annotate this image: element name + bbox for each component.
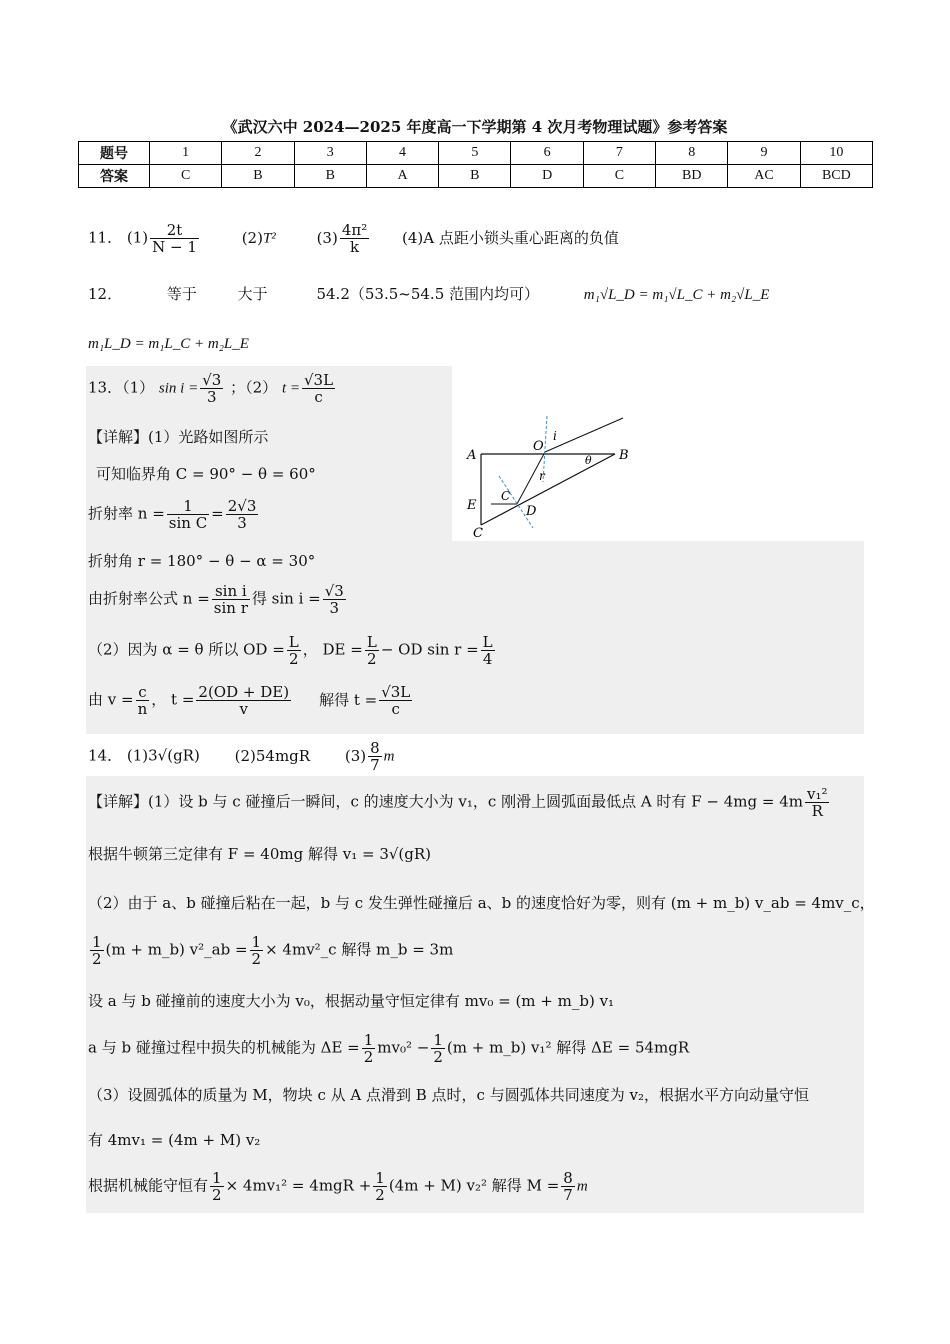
frac <box>226 498 259 531</box>
frac-num: 2(OD + DE) <box>198 683 290 701</box>
frac-num: 1 <box>212 1169 222 1187</box>
frac <box>250 934 264 967</box>
frac-den: N − 1 <box>152 238 197 256</box>
q11-frac3 <box>340 222 369 255</box>
frac-den: n <box>137 700 148 718</box>
q11-p3: (3) <box>316 228 338 247</box>
q13-ans2-pre: t = <box>281 380 300 397</box>
q12-line <box>88 283 769 304</box>
q14-d3: （2）由于 a、b 碰撞后粘在一起，b 与 c 发生弹性碰撞后 a、b 的速度恰好为零，则有 (m + m_b) v_ab = 4mv_c， <box>88 894 875 912</box>
frac-num: 1 <box>433 1031 443 1049</box>
table-cell: D <box>511 165 583 188</box>
q13-label: 13．（1） <box>88 378 155 397</box>
label-theta: θ <box>585 454 592 467</box>
frac <box>212 583 250 616</box>
frac <box>365 634 379 667</box>
q12-label: 12． <box>88 285 123 303</box>
answer-table <box>78 141 873 188</box>
frac-num: 1 <box>363 1031 374 1049</box>
q12-a4: m₁√L_D = m₁√L_C + m₂√L_E <box>583 287 770 303</box>
q13-l2-pre: 折射率 n = <box>88 504 165 523</box>
frac-den: 7 <box>370 756 380 774</box>
frac-den: 2 <box>251 950 262 968</box>
frac-den: 2 <box>367 650 377 668</box>
q14-d6 <box>88 1032 689 1065</box>
table-cell: BD <box>656 165 728 188</box>
frac-den: 2 <box>288 650 299 668</box>
frac <box>481 634 495 667</box>
frac-num: sin i <box>212 583 250 600</box>
q13-l6-mid2: 解得 t = <box>319 690 378 709</box>
table-cell: 9 <box>728 142 800 165</box>
q12-a5: m₁L_D = m₁L_C + m₂L_E <box>88 336 249 352</box>
table-header-number: 题号 <box>79 142 150 165</box>
frac-den: 2 <box>92 950 102 968</box>
frac <box>431 1032 445 1065</box>
table-cell: C <box>150 165 222 188</box>
q12-a1: 等于 <box>166 285 197 303</box>
table-cell: B <box>294 165 366 188</box>
frac-num: √3L <box>381 683 411 701</box>
table-cell: 8 <box>656 142 728 165</box>
label-c: C <box>473 526 483 541</box>
q14-d2: 根据牛顿第三定律有 F = 40mg 解得 v₁ = 3√(gR) <box>88 845 432 863</box>
frac-num: √3L <box>303 371 334 389</box>
q14-d7: （3）设圆弧体的质量为 M，物块 c 从 A 点滑到 B 点时，c 与圆弧体共同速度为 v₂，根据水平方向动量守恒 <box>88 1086 809 1104</box>
frac-num: 8 <box>370 739 380 757</box>
q13-ans2-frac <box>302 372 335 405</box>
q11-label: 11． <box>88 228 123 247</box>
table-cell: B <box>222 165 294 188</box>
table-header-answer: 答案 <box>79 165 150 188</box>
q13-l4 <box>88 583 348 616</box>
q13-l3: 折射角 r = 180° − θ − α = 30° <box>88 552 316 570</box>
table-row-numbers <box>79 142 873 165</box>
q12-line2 <box>88 334 249 353</box>
frac-num: √3 <box>324 582 344 600</box>
frac-den: v <box>239 700 248 718</box>
q13-l5-mid: ， DE = <box>302 640 363 659</box>
table-cell: 5 <box>439 142 511 165</box>
frac-num: 1 <box>92 933 102 951</box>
frac-num: 1 <box>167 498 209 515</box>
frac-den: 7 <box>563 1186 573 1204</box>
frac-num: 8 <box>563 1169 573 1187</box>
frac-den: c <box>314 388 323 406</box>
q14-d4-post: × 4mv²_c 解得 m_b = 3m <box>265 940 454 959</box>
frac <box>561 1170 575 1203</box>
frac-num: 2√3 <box>227 497 257 515</box>
q11-line <box>88 222 619 255</box>
frac <box>90 934 104 967</box>
optics-diagram <box>455 412 655 542</box>
frac-num: c <box>136 684 150 701</box>
q11-p4: (4)A 点距小锁头重心距离的负值 <box>402 228 619 247</box>
q14-d6-mid: mv₀² − <box>377 1038 430 1057</box>
frac-num: L <box>366 633 377 651</box>
frac-den: sin r <box>213 599 248 617</box>
q13-l4-mid: 得 sin i = <box>251 589 321 608</box>
q13-l6-pre: 由 v = <box>88 690 134 709</box>
q13-l5-pre: （2）因为 α = θ 所以 OD = <box>88 640 285 659</box>
label-a: A <box>467 448 477 463</box>
q11-p2-expr: T² <box>262 230 276 247</box>
q14-d1 <box>88 786 831 819</box>
frac-num: 1 <box>375 1169 385 1187</box>
q14-d6-pre: a 与 b 碰撞过程中损失的机械能为 ΔE = <box>88 1038 360 1057</box>
q13-l6-mid: ， t = <box>151 690 195 709</box>
frac-num: √3 <box>202 371 222 389</box>
q13-ans1-pre: sin i = <box>158 380 199 397</box>
frac <box>379 684 412 717</box>
table-cell: 4 <box>366 142 438 165</box>
frac <box>362 1032 376 1065</box>
q14-d8: 有 4mv₁ = (4m + M) v₂ <box>88 1131 261 1149</box>
q13-detail: 【详解】(1）光路如图所示 <box>88 428 269 446</box>
q14-d4-mid: (m + m_b) v²_ab = <box>105 940 248 959</box>
q12-a2: 大于 <box>237 285 268 303</box>
q12-a3: 54.2（53.5~54.5 范围内均可） <box>316 285 540 303</box>
q13-l1: 可知临界角 C = 90° − θ = 60° <box>96 465 316 483</box>
table-cell: 6 <box>511 142 583 165</box>
label-e: E <box>467 498 477 513</box>
frac-den: k <box>349 238 360 256</box>
label-b: B <box>619 448 629 463</box>
frac-den: 2 <box>375 1186 385 1204</box>
frac-den: 2 <box>363 1048 374 1066</box>
frac-den: 2 <box>212 1186 222 1204</box>
page-title: 《武汉六中 2024—2025 年度高一下学期第 4 次月考物理试题》参考答案 <box>222 118 728 136</box>
label-c-angle: C <box>501 489 511 503</box>
frac-num: 2t <box>150 222 199 239</box>
table-cell: 7 <box>583 142 655 165</box>
frac <box>210 1170 224 1203</box>
q14-d9 <box>88 1170 588 1203</box>
frac-den: 3 <box>329 599 340 617</box>
frac <box>368 740 382 773</box>
table-cell: 1 <box>150 142 222 165</box>
frac-den: 3 <box>237 514 247 532</box>
q13-line1 <box>88 372 337 405</box>
frac <box>287 634 301 667</box>
q14-d9-post: (4m + M) v₂² 解得 M = <box>388 1176 560 1195</box>
q14-d1-pre: 【详解】(1）设 b 与 c 碰撞后一瞬间，c 的速度大小为 v₁，c 刚滑上圆弧面最低点 A 时有 F − 4mg = 4m <box>88 792 803 811</box>
table-row-answers <box>79 165 873 188</box>
q14-p3-pre: (3) <box>344 746 367 765</box>
label-r: r <box>539 469 545 483</box>
table-cell: BCD <box>800 165 872 188</box>
q13-l6 <box>88 684 414 717</box>
q13-l2 <box>88 498 260 531</box>
q14-line <box>88 740 395 773</box>
q13-sep: ；（2） <box>230 378 278 397</box>
frac-den: R <box>811 802 823 820</box>
label-d: D <box>526 504 537 519</box>
q13-l4-pre: 由折射率公式 n = <box>88 589 210 608</box>
label-o: O <box>533 439 544 454</box>
q11-frac1 <box>150 222 199 255</box>
q14-d6-post: (m + m_b) v₁² 解得 ΔE = 54mgR <box>446 1038 690 1057</box>
frac-num: v₁² <box>806 785 828 803</box>
q13-l5 <box>88 634 497 667</box>
q11-p2: (2) <box>241 228 263 247</box>
frac <box>196 684 291 717</box>
table-cell: 2 <box>222 142 294 165</box>
q14-d9-end: m <box>576 1178 588 1195</box>
table-cell: 3 <box>294 142 366 165</box>
q14-d9-pre: 根据机械能守恒有 <box>88 1176 209 1195</box>
table-cell: 10 <box>800 142 872 165</box>
frac-den: 3 <box>207 388 217 406</box>
table-cell: B <box>439 165 511 188</box>
q14-d4 <box>88 934 453 967</box>
frac-den: 4 <box>482 650 493 668</box>
frac <box>323 583 346 616</box>
q13-ans1-frac <box>200 372 223 405</box>
frac <box>805 786 830 819</box>
q13-l5-mid2: − OD sin r = <box>380 640 479 659</box>
eq: = <box>211 504 224 523</box>
q14-p2: (2)54mgR <box>234 746 311 765</box>
frac-den: sin C <box>168 514 208 532</box>
table-cell: AC <box>728 165 800 188</box>
frac-den: c <box>391 700 400 718</box>
q14-p1: (1)3√(gR) <box>126 746 200 765</box>
q11-p1: (1) <box>126 228 149 247</box>
q14-d9-mid: × 4mv₁² = 4mgR + <box>225 1176 372 1195</box>
frac <box>167 498 209 531</box>
frac-den: 2 <box>433 1048 443 1066</box>
frac <box>373 1170 387 1203</box>
frac <box>136 684 150 717</box>
frac-num: L <box>288 633 299 651</box>
frac-num: L <box>482 633 493 651</box>
table-cell: A <box>366 165 438 188</box>
frac-num: 1 <box>251 933 262 951</box>
table-cell: C <box>583 165 655 188</box>
label-i: i <box>553 429 557 443</box>
q14-p3-post: m <box>383 748 395 765</box>
frac-num: 4π² <box>341 221 368 239</box>
q14-d5: 设 a 与 b 碰撞前的速度大小为 v₀，根据动量守恒定律有 mv₀ = (m + m_b) v₁ <box>88 992 615 1010</box>
q14-label: 14． <box>88 746 123 765</box>
